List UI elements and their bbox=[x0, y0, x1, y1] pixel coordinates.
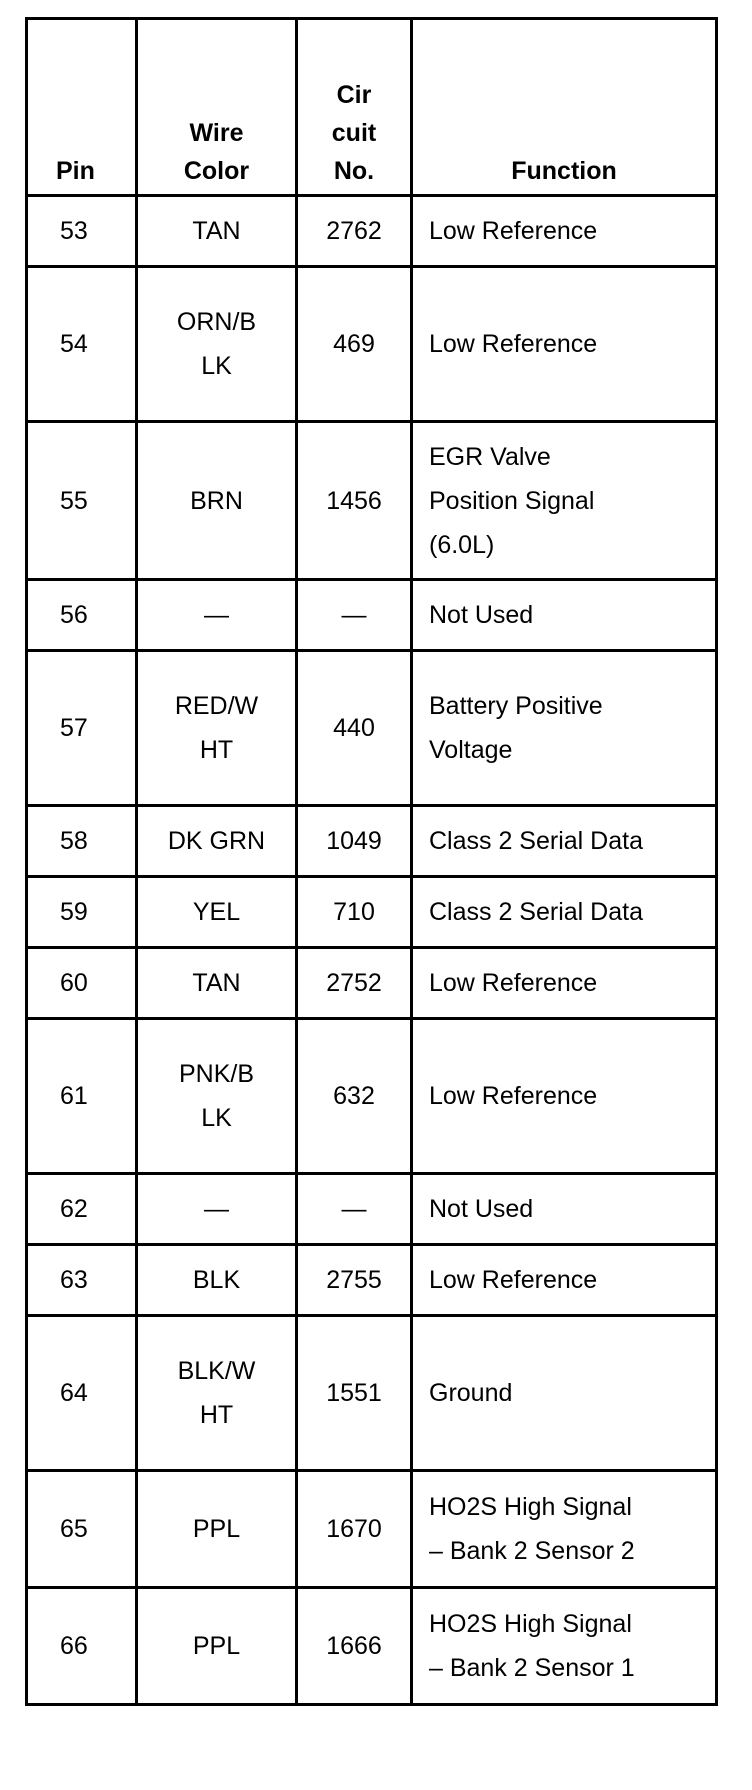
pin-cell: 54 bbox=[27, 267, 137, 422]
pin-cell: 61 bbox=[27, 1019, 137, 1174]
function-cell: HO2S High Signal – Bank 2 Sensor 2 bbox=[412, 1471, 717, 1588]
function-cell: Battery Positive Voltage bbox=[412, 651, 717, 806]
table-row bbox=[27, 1019, 717, 1174]
pin-cell: 64 bbox=[27, 1316, 137, 1471]
table-row bbox=[27, 1471, 717, 1588]
pin-cell: 66 bbox=[27, 1588, 137, 1705]
table-row bbox=[27, 651, 717, 806]
circuit-cell: 469 bbox=[297, 267, 412, 422]
table-row bbox=[27, 1245, 717, 1316]
function-cell: EGR Valve Position Signal (6.0L) bbox=[412, 422, 717, 580]
table-row bbox=[27, 580, 717, 651]
connector-pinout-table bbox=[25, 17, 718, 1706]
function-cell: Ground bbox=[412, 1316, 717, 1471]
circuit-cell: 2752 bbox=[297, 948, 412, 1019]
wire-color-cell: — bbox=[137, 1174, 297, 1245]
header-wire-color: Wire Color bbox=[137, 19, 297, 196]
wire-color-cell: — bbox=[137, 580, 297, 651]
table-row bbox=[27, 1316, 717, 1471]
table-row bbox=[27, 267, 717, 422]
circuit-cell: 1049 bbox=[297, 806, 412, 877]
header-circuit-no: Cir cuit No. bbox=[297, 19, 412, 196]
wire-color-cell: PPL bbox=[137, 1588, 297, 1705]
pin-cell: 58 bbox=[27, 806, 137, 877]
function-cell: Not Used bbox=[412, 580, 717, 651]
circuit-cell: 2762 bbox=[297, 196, 412, 267]
table-row bbox=[27, 1588, 717, 1705]
pin-cell: 62 bbox=[27, 1174, 137, 1245]
table-row bbox=[27, 806, 717, 877]
circuit-cell: 710 bbox=[297, 877, 412, 948]
table-row bbox=[27, 196, 717, 267]
table-row bbox=[27, 877, 717, 948]
table-row bbox=[27, 948, 717, 1019]
wire-color-cell: TAN bbox=[137, 948, 297, 1019]
circuit-cell: 1456 bbox=[297, 422, 412, 580]
circuit-cell: 2755 bbox=[297, 1245, 412, 1316]
circuit-cell: 632 bbox=[297, 1019, 412, 1174]
pin-cell: 53 bbox=[27, 196, 137, 267]
function-cell: Class 2 Serial Data bbox=[412, 806, 717, 877]
pin-cell: 57 bbox=[27, 651, 137, 806]
header-pin: Pin bbox=[27, 19, 137, 196]
header-row bbox=[27, 19, 717, 196]
wire-color-cell: PPL bbox=[137, 1471, 297, 1588]
wire-color-cell: ORN/B LK bbox=[137, 267, 297, 422]
pin-cell: 55 bbox=[27, 422, 137, 580]
function-cell: Low Reference bbox=[412, 1245, 717, 1316]
circuit-cell: 1551 bbox=[297, 1316, 412, 1471]
connector-pinout-table-container bbox=[25, 17, 718, 1706]
circuit-cell: — bbox=[297, 1174, 412, 1245]
circuit-cell: 1666 bbox=[297, 1588, 412, 1705]
wire-color-cell: TAN bbox=[137, 196, 297, 267]
wire-color-cell: BRN bbox=[137, 422, 297, 580]
table-row bbox=[27, 1174, 717, 1245]
function-cell: Not Used bbox=[412, 1174, 717, 1245]
pin-cell: 59 bbox=[27, 877, 137, 948]
function-cell: Class 2 Serial Data bbox=[412, 877, 717, 948]
pin-cell: 65 bbox=[27, 1471, 137, 1588]
table-row bbox=[27, 422, 717, 580]
function-cell: Low Reference bbox=[412, 1019, 717, 1174]
circuit-cell: 440 bbox=[297, 651, 412, 806]
pin-cell: 60 bbox=[27, 948, 137, 1019]
wire-color-cell: BLK/W HT bbox=[137, 1316, 297, 1471]
wire-color-cell: BLK bbox=[137, 1245, 297, 1316]
wire-color-cell: YEL bbox=[137, 877, 297, 948]
function-cell: Low Reference bbox=[412, 267, 717, 422]
circuit-cell: — bbox=[297, 580, 412, 651]
pin-cell: 63 bbox=[27, 1245, 137, 1316]
pin-cell: 56 bbox=[27, 580, 137, 651]
circuit-cell: 1670 bbox=[297, 1471, 412, 1588]
function-cell: HO2S High Signal – Bank 2 Sensor 1 bbox=[412, 1588, 717, 1705]
function-cell: Low Reference bbox=[412, 196, 717, 267]
wire-color-cell: RED/W HT bbox=[137, 651, 297, 806]
header-function: Function bbox=[412, 19, 717, 196]
wire-color-cell: PNK/B LK bbox=[137, 1019, 297, 1174]
wire-color-cell: DK GRN bbox=[137, 806, 297, 877]
function-cell: Low Reference bbox=[412, 948, 717, 1019]
